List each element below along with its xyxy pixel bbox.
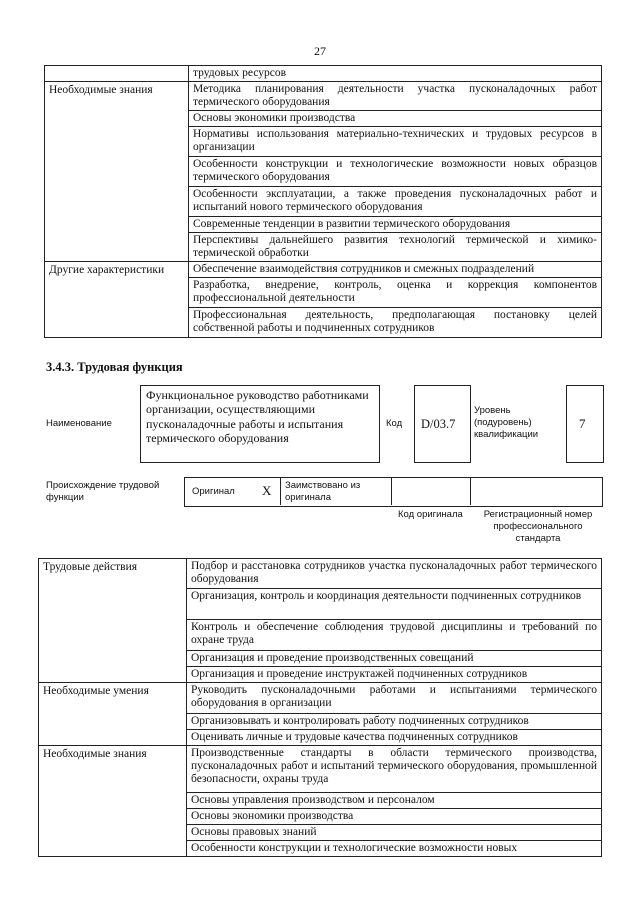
table-cell: Основы экономики производства <box>187 809 602 825</box>
original-mark: X <box>262 483 272 498</box>
code-original-label: Код оригинала <box>398 509 463 520</box>
table-cell: Производственные стандарты в области термического производства, пусконаладочных работ и испытаний термического оборудования, промышленной безопасности, охраны труда <box>187 746 602 793</box>
table-cell: Обеспечение взаимодействия сотрудников и смежных подразделений <box>189 262 602 278</box>
row-label-actions: Трудовые действия <box>39 559 187 683</box>
table-cell: Современные тенденции в развитии термического оборудования <box>189 217 602 233</box>
table-cell: Руководить пусконаладочными работами и испытаниями термического оборудования в организации <box>187 683 602 714</box>
row-label-skills: Необходимые умения <box>39 683 187 746</box>
level-label: Уровень (подуровень) квалификации <box>474 405 539 440</box>
row-label-knowledge: Необходимые знания <box>45 82 189 262</box>
table-cell: Организация, контроль и координация деятельности подчиненных сотрудников <box>187 589 602 620</box>
top-requirements-table <box>44 65 602 338</box>
reg-number-label: Регистрационный номер профессионального стандарта <box>483 509 593 544</box>
table-cell: Разработка, внедрение, контроль, оценка и коррекция компонентов профессиональной деятельности <box>189 278 602 308</box>
origin-label: Происхождение трудовой функции <box>46 480 160 503</box>
table-cell: Основы правовых знаний <box>187 825 602 841</box>
table-cell: Профессиональная деятельность, предполагающая постановку целей собственной работы и подчиненных сотрудников <box>189 308 602 338</box>
row-label-knowledge: Необходимые знания <box>39 746 187 857</box>
table-cell: Подбор и расстановка сотрудников участка пусконаладочных работ термического оборудования <box>187 559 602 589</box>
code-original-cell <box>392 477 471 505</box>
table-cell: Нормативы использования материально-технических и трудовых ресурсов в организации <box>189 127 602 157</box>
table-cell-label <box>45 66 189 82</box>
level-value: 7 <box>579 416 586 431</box>
name-label: Наименование <box>46 418 112 429</box>
table-cell-continuation: трудовых ресурсов <box>189 66 602 82</box>
table-cell: Организация и проведение производственных совещаний <box>187 651 602 667</box>
table-cell: Особенности конструкции и технологические возможности новых <box>187 841 602 857</box>
table-cell: Методика планирования деятельности участка пусконаладочных работ термического оборудования <box>189 82 602 111</box>
original-label: Оригинал <box>192 486 235 497</box>
table-cell: Перспективы дальнейшего развития технологий термической и химико-термической обработки <box>189 233 602 262</box>
table-cell: Основы экономики производства <box>189 111 602 127</box>
table-cell: Оценивать личные и трудовые качества подчиненных сотрудников <box>187 730 602 746</box>
page-number: 27 <box>314 44 326 58</box>
table-cell: Организация и проведение инструктажей подчиненных сотрудников <box>187 667 602 683</box>
table-cell: Основы управления производством и персоналом <box>187 793 602 809</box>
code-label: Код <box>386 418 403 429</box>
table-cell: Особенности конструкции и технологические возможности новых образцов термического оборудования <box>189 157 602 187</box>
table-cell: Контроль и обеспечение соблюдения трудовой дисциплины и требований по охране труда <box>187 620 602 651</box>
table-cell: Организовывать и контролировать работу подчиненных сотрудников <box>187 714 602 730</box>
code-value: D/03.7 <box>421 417 456 431</box>
table-cell: Особенности эксплуатации, а также проведения пусконаладочных работ и испытаний нового термического оборудования <box>189 187 602 217</box>
section-title: 3.4.3. Трудовая функция <box>46 360 183 374</box>
function-name-value: Функциональное руководство работниками организации, осуществляющими пусконаладочные работы и испытания термического оборудования <box>146 388 369 445</box>
bottom-function-table <box>38 558 602 857</box>
borrowed-label: Заимствовано из оригинала <box>285 480 361 503</box>
row-label-other: Другие характеристики <box>45 262 189 338</box>
